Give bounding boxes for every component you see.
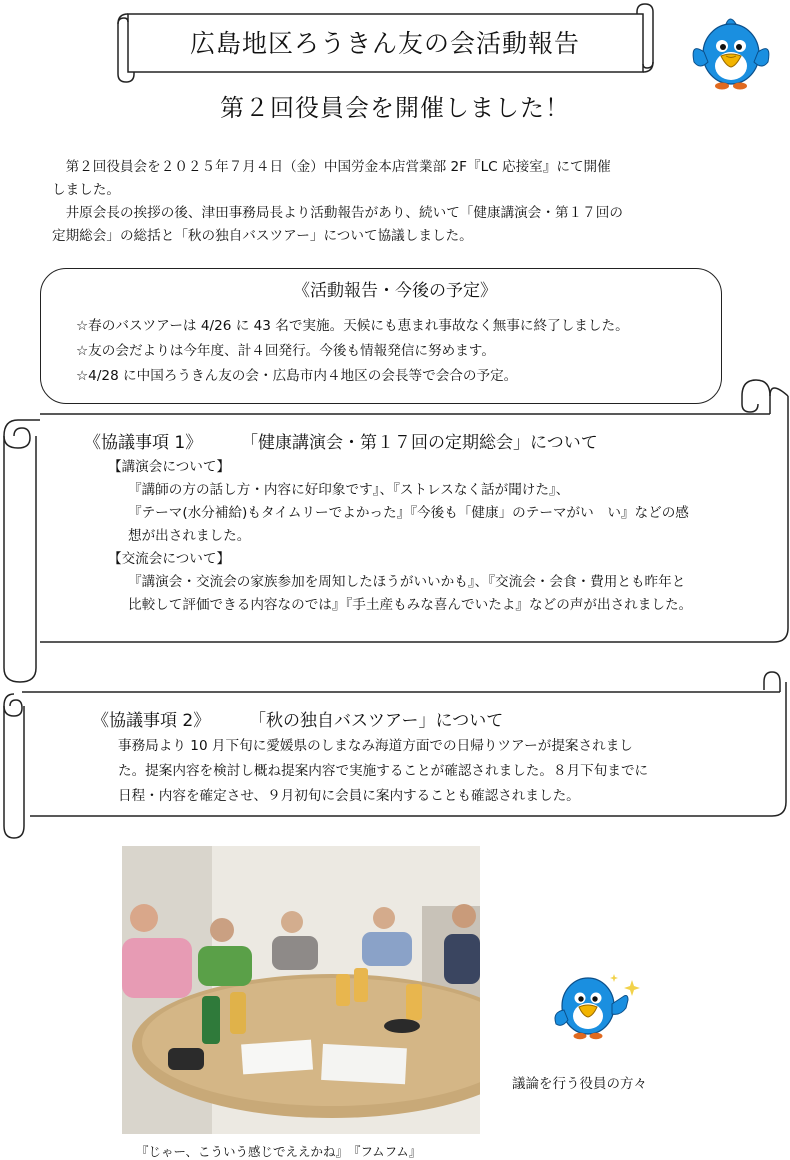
report-item: ☆友の会だよりは今年度、計４回発行。今後も情報発信に努めます。: [76, 343, 495, 359]
intro-line: 定期総会」の総括と「秋の独自バスツアー」について協議しました。: [52, 228, 473, 244]
agenda1-label: 《協議事項 1》: [84, 433, 203, 453]
report-item: ☆春のバスツアーは 4/26 に 43 名で実施。天候にも恵まれ事故なく無事に終了しました。: [76, 318, 629, 334]
agenda1-title: 「健康講演会・第１７回の定期総会」について: [241, 433, 598, 453]
agenda2-body: [118, 734, 738, 809]
comment-line: 比較して評価できる内容なのでは』『手土産もみな喜んでいたよ』などの声が出されました。: [128, 597, 693, 613]
section-heading: 【交流会について】: [108, 551, 231, 567]
agenda2-label: 《協議事項 2》: [92, 711, 211, 731]
agenda2-heading: [92, 706, 503, 731]
comment-line: 『講演会・交流会の家族参加を周知したほうがいいかも』、『交流会・会食・費用とも昨年と: [128, 574, 686, 590]
comment-line: 『テーマ(水分補給)もタイムリーでよかった』『今後も「健康」のテーマがい い』などの感: [128, 505, 689, 521]
meeting-photo-image: [122, 846, 480, 1134]
agenda2-line: た。提案内容を検討し概ね提案内容で実施することが確認されました。８月下旬までに: [118, 763, 649, 779]
headline: 第２回役員会を開催しました！: [220, 94, 570, 122]
report-title: 《活動報告・今後の予定》: [293, 281, 497, 301]
intro-line: 井原会長の挨拶の後、津田事務局長より活動報告があり、続いて「健康講演会・第１７回の: [65, 205, 623, 221]
section-heading: 【講演会について】: [108, 459, 231, 475]
comment-line: 『講師の方の話し方・内容に好印象です』、『ストレスなく話が聞けた』、: [128, 482, 570, 498]
comment-line: 想が出されました。: [128, 528, 251, 544]
agenda2-line: 事務局より 10 月下旬に愛媛県のしまなみ海道方面での日帰りツアーが提案されまし: [118, 738, 633, 754]
mascot-thumbs-up-icon: [548, 966, 642, 1042]
agenda2-line: 日程・内容を確定させ、９月初旬に会員に案内することも確認されました。: [118, 788, 580, 804]
report-item: ☆4/28 に中国ろうきん友の会・広島市内４地区の会長等で会合の予定。: [76, 368, 518, 384]
mascot-caption: 議論を行う役員の方々: [512, 1076, 647, 1092]
photo-caption: 『じゃー、こういう感じでええかね』 『フムフム』: [136, 1144, 422, 1159]
intro-line: 第２回役員会を２０２５年７月４日（金）中国労金本店営業部 2F『LC 応接室』にて開催: [65, 159, 611, 175]
intro-line: しました。: [52, 182, 120, 198]
page-title: 広島地区ろうきん友の会活動報告: [189, 29, 580, 58]
agenda2-title: 「秋の独自バスツアー」について: [249, 711, 504, 731]
meeting-photo: [122, 846, 480, 1134]
